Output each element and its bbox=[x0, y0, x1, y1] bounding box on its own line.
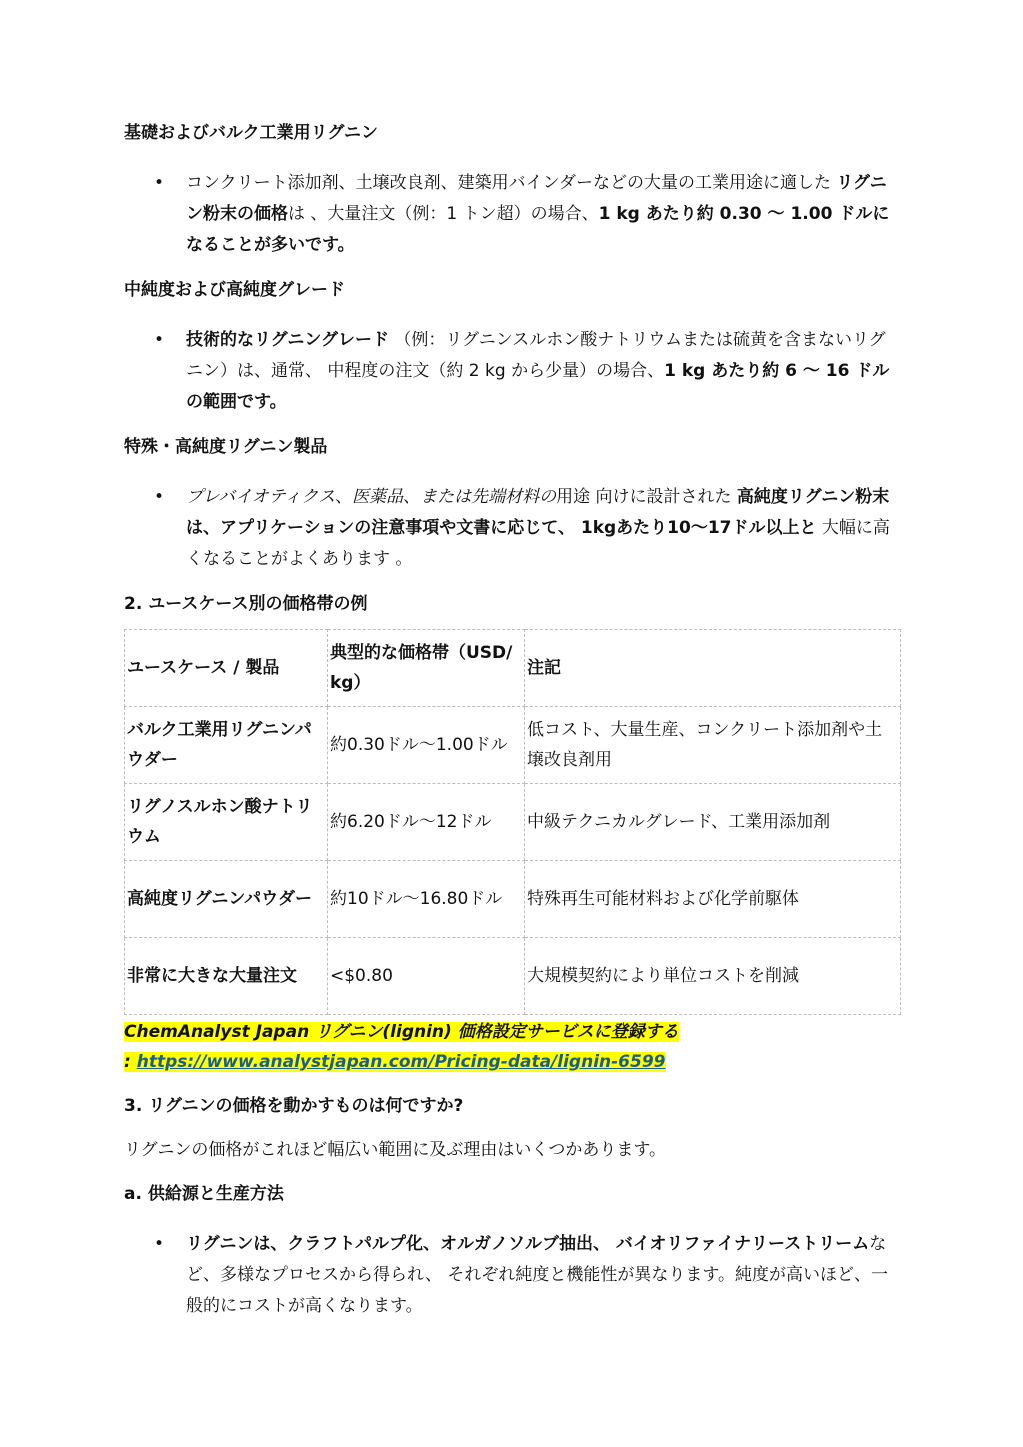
promo-colon: : bbox=[124, 1052, 137, 1072]
bullet-text: 用途 向けに設計された bbox=[556, 487, 737, 507]
table-header-row bbox=[125, 630, 901, 707]
table-cell-price: <$0.80 bbox=[328, 938, 525, 1015]
bullet-text: 、 bbox=[335, 487, 353, 507]
table-row bbox=[125, 938, 901, 1015]
section-heading-mid: 中純度および高純度グレード bbox=[124, 280, 345, 300]
bullet-text: コンクリート添加剤、土壌改良剤、建築用バインダーなどの大量の工業用途に適した bbox=[186, 173, 837, 193]
bullet-bulk bbox=[124, 168, 900, 261]
table-cell-note: 中級テクニカルグレード、工業用添加剤 bbox=[525, 784, 901, 861]
bullet-italic-text: または先端材料の bbox=[420, 487, 557, 507]
bullet-italic-text: 医薬品 bbox=[352, 487, 404, 507]
bullet-text: 、 bbox=[403, 487, 421, 507]
bullet-source bbox=[124, 1229, 900, 1322]
bullet-bold-text: 高純度リグニン粉末は、アプリケーションの注意事項や文書に応じて、 1kgあたり10〜17ドル以上と bbox=[186, 487, 890, 538]
table-cell-note: 低コスト、大量生産、コンクリート添加剤や土壌改良剤用 bbox=[525, 707, 901, 784]
table-cell-price: 約0.30ドル〜1.00ドル bbox=[328, 707, 525, 784]
table-cell-note: 特殊再生可能材料および化学前駆体 bbox=[525, 861, 901, 938]
table-cell-product: 高純度リグニンパウダー bbox=[125, 861, 328, 938]
section3-intro: リグニンの価格がこれほど幅広い範囲に及ぶ理由はいくつかあります。 bbox=[124, 1140, 666, 1160]
section-heading-special: 特殊・高純度リグニン製品 bbox=[124, 437, 328, 457]
bullet-list-mid bbox=[124, 325, 900, 418]
table-cell-product: バルク工業用リグニンパウダー bbox=[125, 707, 328, 784]
table-cell-note: 大規模契約により単位コストを削減 bbox=[525, 938, 901, 1015]
bullet-text: など、多様なプロセスから得られ、 それぞれ純度と機能性が異なります。純度が高いほど、一般的にコストが高くなります。 bbox=[186, 1234, 889, 1316]
table-row bbox=[125, 707, 901, 784]
table-cell-price: 約6.20ドル〜12ドル bbox=[328, 784, 525, 861]
table-row bbox=[125, 861, 901, 938]
promo-block bbox=[124, 1017, 900, 1077]
bullet-bold-text: 1 kg あたり約 0.30 〜 1.00 ドルになることが多いです。 bbox=[186, 204, 890, 255]
table-header-cell: 注記 bbox=[525, 630, 901, 707]
bullet-list-special bbox=[124, 482, 900, 575]
table-cell-product: 非常に大きな大量注文 bbox=[125, 938, 328, 1015]
section-heading-3: 3. リグニンの価格を動かすものは何ですか? bbox=[124, 1096, 464, 1116]
promo-link-text[interactable]: ChemAnalyst Japan リグニン(lignin) 価格設定サービスに登録する bbox=[124, 1022, 679, 1042]
table-row bbox=[125, 784, 901, 861]
bullet-mid bbox=[124, 325, 900, 418]
bullet-list-bulk bbox=[124, 168, 900, 261]
bullet-text: は 、大量注文（例：1 トン超）の場合、 bbox=[288, 204, 599, 224]
table-header-cell: ユースケース / 製品 bbox=[125, 630, 328, 707]
table-cell-product: リグノスルホン酸ナトリウム bbox=[125, 784, 328, 861]
document-content bbox=[124, 118, 900, 1322]
bullet-list-source bbox=[124, 1229, 900, 1322]
bullet-bold-text: リグニン粉末の価格 bbox=[186, 173, 887, 224]
table-cell-price: 約10ドル〜16.80ドル bbox=[328, 861, 525, 938]
bullet-italic-text: プレバイオティクス bbox=[186, 487, 336, 507]
bullet-bold-text: リグニンは、クラフトパルプ化、オルガノソルブ抽出、 バイオリファイナリーストリーム bbox=[186, 1234, 870, 1254]
table-header-cell: 典型的な価格帯（USD/kg） bbox=[328, 630, 525, 707]
promo-url-link[interactable]: https://www.analystjapan.com/Pricing-data/lignin-6599 bbox=[136, 1052, 666, 1072]
price-range-table bbox=[124, 629, 901, 1015]
subsection-heading-a: a. 供給源と生産方法 bbox=[124, 1184, 284, 1204]
bullet-special bbox=[124, 482, 900, 575]
bullet-text: 大幅に高くなることがよくあります 。 bbox=[186, 518, 890, 569]
section-heading-2: 2. ユースケース別の価格帯の例 bbox=[124, 594, 368, 614]
section-heading-bulk: 基礎およびバルク工業用リグニン bbox=[124, 123, 378, 143]
bullet-text: （例：リグニンスルホン酸ナトリウムまたは硫黄を含まないリグニン）は、通常、 中程度の注文（約 2 kg から少量）の場合、 bbox=[186, 330, 886, 381]
bullet-bold-text: 1 kg あたり約 6 〜 16 ドルの範囲です。 bbox=[186, 361, 890, 412]
bullet-bold-text: 技術的なリグニングレード bbox=[186, 330, 389, 350]
